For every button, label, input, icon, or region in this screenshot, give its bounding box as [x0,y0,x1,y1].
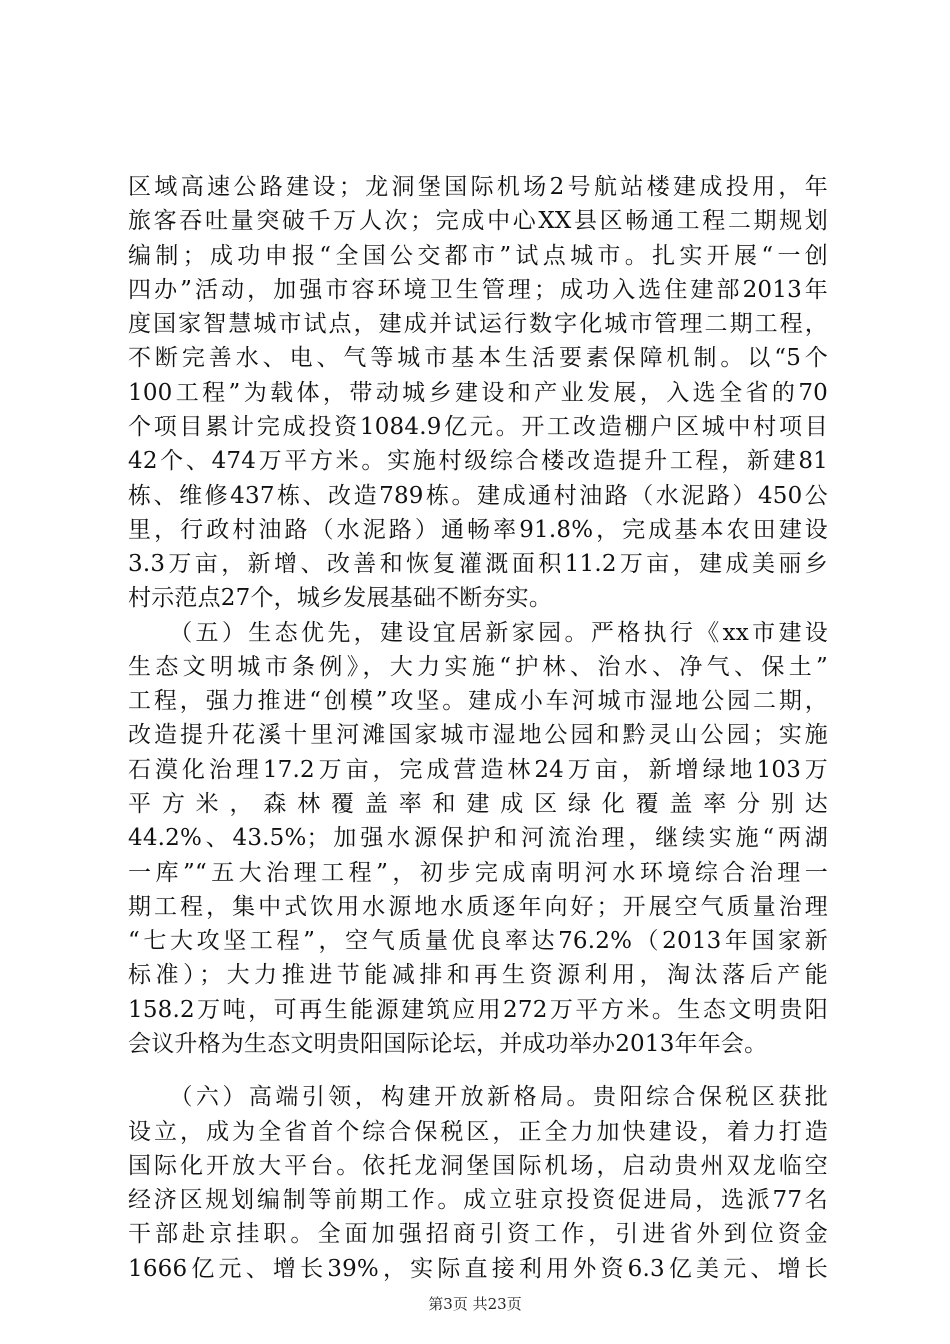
body-line: 3.3万亩，新增、改善和恢复灌溉面积11.2万亩，建成美丽乡 [128,551,828,577]
body-line: 100工程”为载体，带动城乡建设和产业发展，入选全省的70 [128,380,828,406]
body-line: 会议升格为生态文明贵阳国际论坛，并成功举办2013年年会。 [128,1031,768,1057]
body-line: 四办”活动，加强市容环境卫生管理；成功入选住建部2013年 [128,277,828,303]
body-line: 国际化开放大平台。依托龙洞堡国际机场，启动贵州双龙临空 [128,1153,828,1179]
body-line: 不断完善水、电、气等城市基本生活要素保障机制。以“5个 [128,345,828,371]
body-line: 改造提升花溪十里河滩国家城市湿地公园和黔灵山公园；实施 [128,722,828,748]
body-line: 44.2%、43.5%；加强水源保护和河流治理，继续实施“两湖 [128,825,828,851]
body-line: 个项目累计完成投资1084.9亿元。开工改造棚户区城中村项目 [128,414,828,440]
body-line: 村示范点27个，城乡发展基础不断夯实。 [128,585,553,611]
body-line: 度国家智慧城市试点，建成并试运行数字化城市管理二期工程， [128,311,828,337]
body-line: “七大攻坚工程”，空气质量优良率达76.2%（2013年国家新 [128,928,828,954]
body-line: 设立，成为全省首个综合保税区，正全力加快建设，着力打造 [128,1119,828,1145]
body-line: 标准）；大力推进节能减排和再生资源利用，淘汰落后产能 [128,962,828,988]
body-line: 平方米，森林覆盖率和建成区绿化覆盖率分别达 [128,791,828,817]
body-line: 里，行政村油路（水泥路）通畅率91.8%，完成基本农田建设 [128,517,828,543]
body-line: 编制；成功申报“全国公交都市”试点城市。扎实开展“一创 [128,243,828,269]
body-line: 石漠化治理17.2万亩，完成营造林24万亩，新增绿地103万 [128,757,828,783]
body-line: 经济区规划编制等前期工作。成立驻京投资促进局，选派77名 [128,1187,828,1213]
page-number-footer: 第3页 共23页 [428,1295,522,1313]
body-line: 区域高速公路建设；龙洞堡国际机场2号航站楼建成投用，年 [128,174,828,200]
body-line: 158.2万吨，可再生能源建筑应用272万平方米。生态文明贵阳 [128,997,828,1023]
body-line: 栋、维修437栋、改造789栋。建成通村油路（水泥路）450公 [128,483,828,509]
body-line: 生态文明城市条例》，大力实施“护林、治水、净气、保土” [128,654,828,680]
body-line: 旅客吞吐量突破千万人次；完成中心XX县区畅通工程二期规划 [128,208,828,234]
body-line: 42个、474万平方米。实施村级综合楼改造提升工程，新建81 [128,448,828,474]
body-line: 工程，强力推进“创模”攻坚。建成小车河城市湿地公园二期， [128,688,828,714]
body-line: （六）高端引领，构建开放新格局。贵阳综合保税区获批 [128,1084,828,1110]
body-line: 1666亿元、增长39%，实际直接利用外资6.3亿美元、增长 [128,1256,828,1282]
body-line: 期工程，集中式饮用水源地水质逐年向好；开展空气质量治理 [128,894,828,920]
body-line: （五）生态优先，建设宜居新家园。严格执行《xx市建设 [128,620,828,646]
body-line: 一库”“五大治理工程”，初步完成南明河水环境综合治理一 [128,860,828,886]
body-line: 干部赴京挂职。全面加强招商引资工作，引进省外到位资金 [128,1221,828,1247]
